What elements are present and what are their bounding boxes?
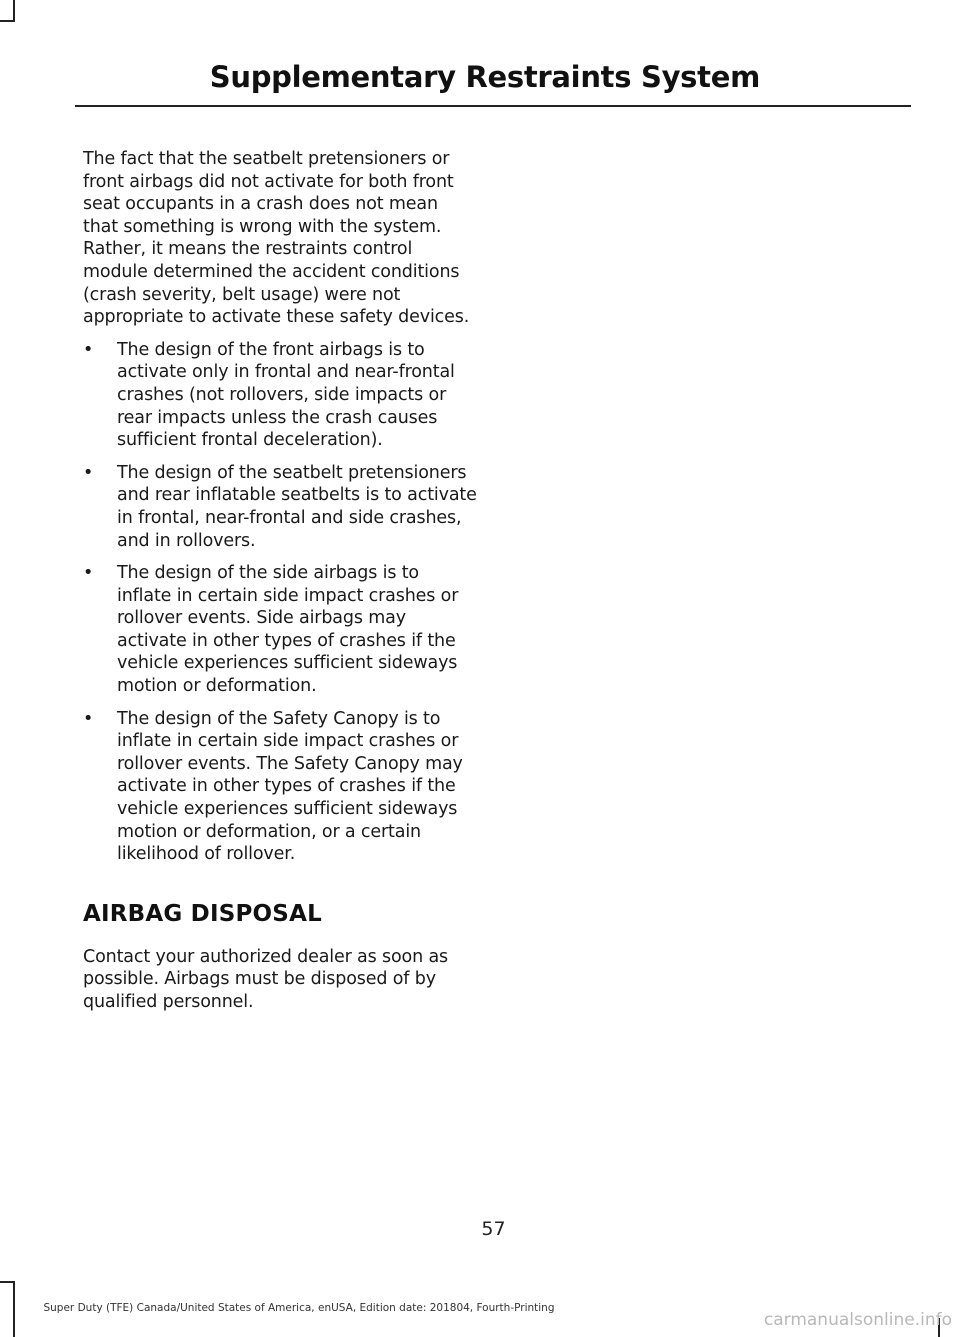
bullet-text: The design of the front airbags is to activate only in frontal and near-frontal crashes (not rollovers, side impacts or rear impacts unless the crash causes sufficient frontal deceleration). xyxy=(117,339,455,451)
bullet-dot-icon: • xyxy=(83,563,94,584)
bullet-item-pretensioners xyxy=(83,462,478,552)
section-heading-airbag-disposal: AIRBAG DISPOSAL xyxy=(83,900,322,927)
bullet-dot-icon: • xyxy=(83,708,94,729)
main-content xyxy=(83,148,478,1014)
watermark: carmanualsonline.info xyxy=(763,1310,952,1330)
bullet-item-side-airbags xyxy=(83,562,478,698)
header-divider xyxy=(75,105,911,107)
bullet-dot-icon: • xyxy=(83,339,94,360)
bullet-list xyxy=(83,339,478,866)
bullet-text: The design of the seatbelt pretensioners and rear inflatable seatbelts is to activate in frontal, near-frontal and side crashes, and in rollovers. xyxy=(117,462,477,551)
crop-mark-top-left-horizontal xyxy=(0,20,15,22)
airbag-disposal-paragraph: Contact your authorized dealer as soon as possible. Airbags must be disposed of by qualified personnel. xyxy=(83,946,448,1012)
page-header-title: Supplementary Restraints System xyxy=(209,60,760,94)
crop-mark-top-left-vertical xyxy=(13,0,15,20)
bullet-item-safety-canopy xyxy=(83,708,478,866)
intro-paragraph: The fact that the seatbelt pretensioners or front airbags did not activate for both front seat occupants in a crash does not mean that something is wrong with the system. Rather, it means the restraints control module determined the accident conditions (crash severity, belt usage) were not appropriate to activate these safety devices. xyxy=(83,149,470,328)
crop-mark-bottom-left-horizontal xyxy=(0,1281,15,1283)
page-number: 57 xyxy=(481,1218,506,1240)
bullet-item-front-airbags xyxy=(83,339,478,452)
footer-edition-text: Super Duty (TFE) Canada/United States of America, enUSA, Edition date: 201804, Fourth-Printing xyxy=(43,1302,555,1314)
bullet-text: The design of the side airbags is to inflate in certain side impact crashes or rollover events. Side airbags may activate in other types of crashes if the vehicle experiences sufficient sideways motion or deformation. xyxy=(117,563,459,697)
bullet-text: The design of the Safety Canopy is to inflate in certain side impact crashes or rollover events. The Safety Canopy may activate in other types of crashes if the vehicle experiences sufficient sideways motion or deformation, or a certain likelihood of rollover. xyxy=(117,708,463,865)
bullet-dot-icon: • xyxy=(83,462,94,483)
